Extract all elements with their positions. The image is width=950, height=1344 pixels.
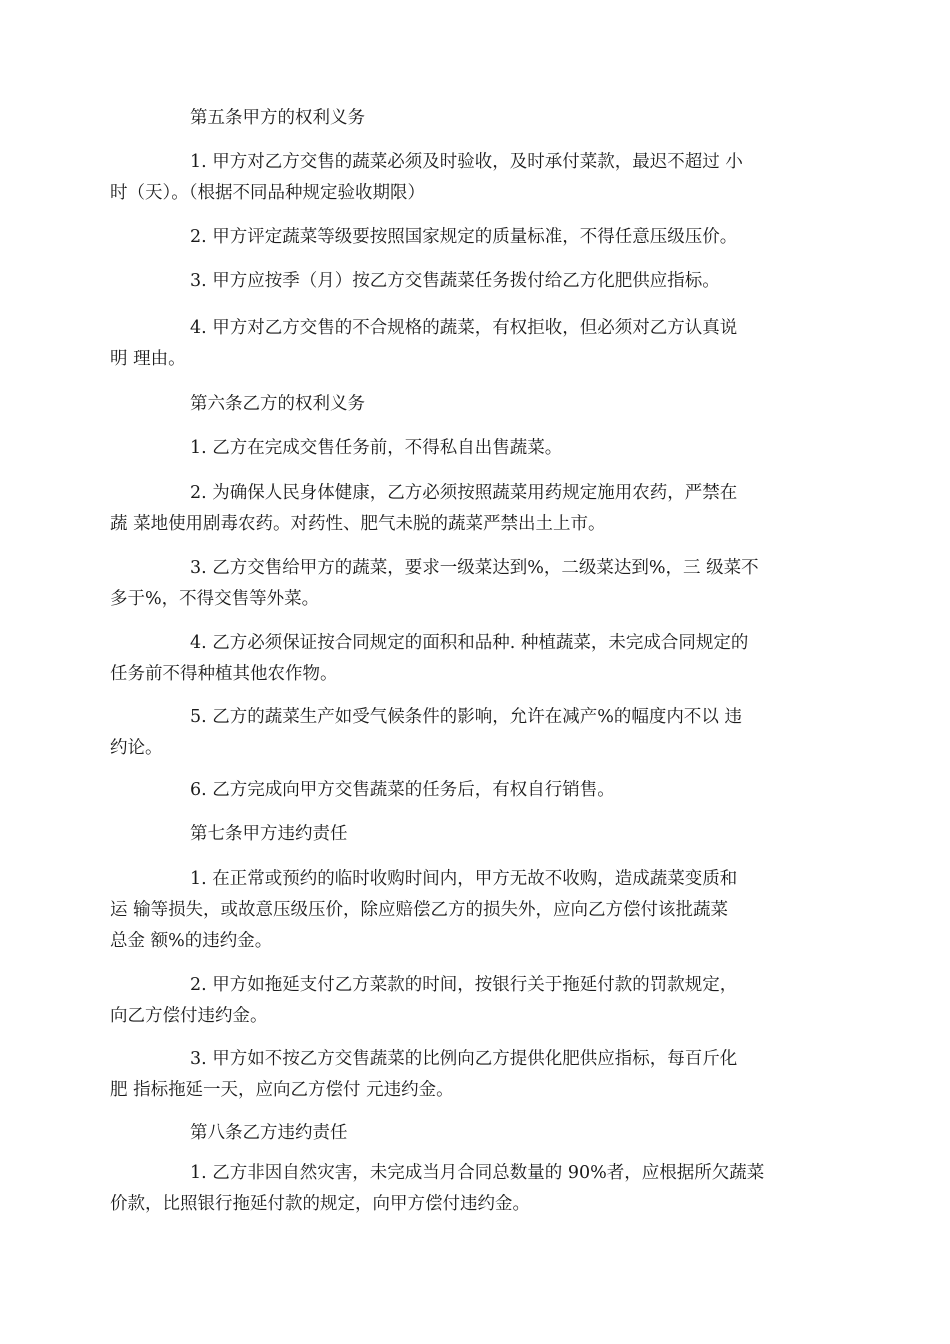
clause-paragraph xyxy=(110,1044,842,1106)
clause-line: 约论。 xyxy=(110,738,163,758)
clause-line: 2. 为确保人民身体健康，乙方必须按照蔬菜用药规定施用农药，严禁在 xyxy=(190,483,738,503)
section-heading xyxy=(110,103,842,134)
clause-line: 3. 甲方应按季（月）按乙方交售蔬菜任务拨付给乙方化肥供应指标。 xyxy=(190,271,720,291)
clause-paragraph xyxy=(110,864,842,957)
clause-line: 3. 乙方交售给甲方的蔬菜，要求一级菜达到%，二级菜达到%，三 级菜不 xyxy=(190,558,759,578)
section-heading xyxy=(110,389,842,420)
section-heading xyxy=(110,1118,842,1149)
clause-line: 时（天）。（根据不同品种规定验收期限） xyxy=(110,183,425,203)
clause-line: 1. 乙方非因自然灾害，未完成当月合同总数量的 90%者，应根据所欠蔬菜 xyxy=(190,1163,765,1183)
clause-paragraph xyxy=(110,702,842,764)
heading-text: 第六条乙方的权利义务 xyxy=(190,394,365,414)
clause-line: 2. 甲方评定蔬菜等级要按照国家规定的质量标准，不得任意压级压价。 xyxy=(190,227,738,247)
clause-paragraph xyxy=(110,628,842,690)
clause-line: 向乙方偿付违约金。 xyxy=(110,1006,268,1026)
heading-text: 第五条甲方的权利义务 xyxy=(190,108,365,128)
clause-line: 3. 甲方如不按乙方交售蔬菜的比例向乙方提供化肥供应指标，每百斤化 xyxy=(190,1049,738,1069)
heading-text: 第七条甲方违约责任 xyxy=(190,824,348,844)
clause-line: 1. 甲方对乙方交售的蔬菜必须及时验收，及时承付菜款，最迟不超过 小 xyxy=(190,152,743,172)
clause-paragraph xyxy=(110,970,842,1032)
clause-line: 6. 乙方完成向甲方交售蔬菜的任务后，有权自行销售。 xyxy=(190,780,615,800)
heading-text: 第八条乙方违约责任 xyxy=(190,1123,348,1143)
clause-paragraph xyxy=(110,775,842,806)
clause-line: 4. 甲方对乙方交售的不合规格的蔬菜，有权拒收，但必须对乙方认真说 xyxy=(190,318,738,338)
clause-paragraph xyxy=(110,147,842,209)
clause-paragraph xyxy=(110,313,842,375)
clause-line: 蔬 菜地使用剧毒农药。对药性、肥气未脱的蔬菜严禁出土上市。 xyxy=(110,514,606,534)
clause-line: 2. 甲方如拖延支付乙方菜款的时间，按银行关于拖延付款的罚款规定， xyxy=(190,975,738,995)
clause-paragraph xyxy=(110,553,842,615)
clause-line: 5. 乙方的蔬菜生产如受气候条件的影响，允许在减产%的幅度内不以 违 xyxy=(190,707,742,727)
clause-line: 运 输等损失，或故意压级压价，除应赔偿乙方的损失外，应向乙方偿付该批蔬菜 xyxy=(110,900,729,920)
clause-line: 4. 乙方必须保证按合同规定的面积和品种. 种植蔬菜，未完成合同规定的 xyxy=(190,633,749,653)
clause-line: 总金 额%的违约金。 xyxy=(110,931,273,951)
clause-line: 1. 在正常或预约的临时收购时间内，甲方无故不收购，造成蔬菜变质和 xyxy=(190,869,738,889)
clause-line: 明 理由。 xyxy=(110,349,186,369)
clause-paragraph xyxy=(110,222,842,253)
clause-paragraph xyxy=(110,1158,842,1220)
clause-line: 任务前不得种植其他农作物。 xyxy=(110,664,338,684)
clause-line: 价款，比照银行拖延付款的规定，向甲方偿付违约金。 xyxy=(110,1194,530,1214)
clause-line: 肥 指标拖延一天，应向乙方偿付 元违约金。 xyxy=(110,1080,454,1100)
clause-line: 多于%，不得交售等外菜。 xyxy=(110,589,320,609)
clause-paragraph xyxy=(110,478,842,540)
section-heading xyxy=(110,819,842,850)
clause-paragraph xyxy=(110,433,842,464)
clause-line: 1. 乙方在完成交售任务前，不得私自出售蔬菜。 xyxy=(190,438,563,458)
clause-paragraph xyxy=(110,266,842,297)
